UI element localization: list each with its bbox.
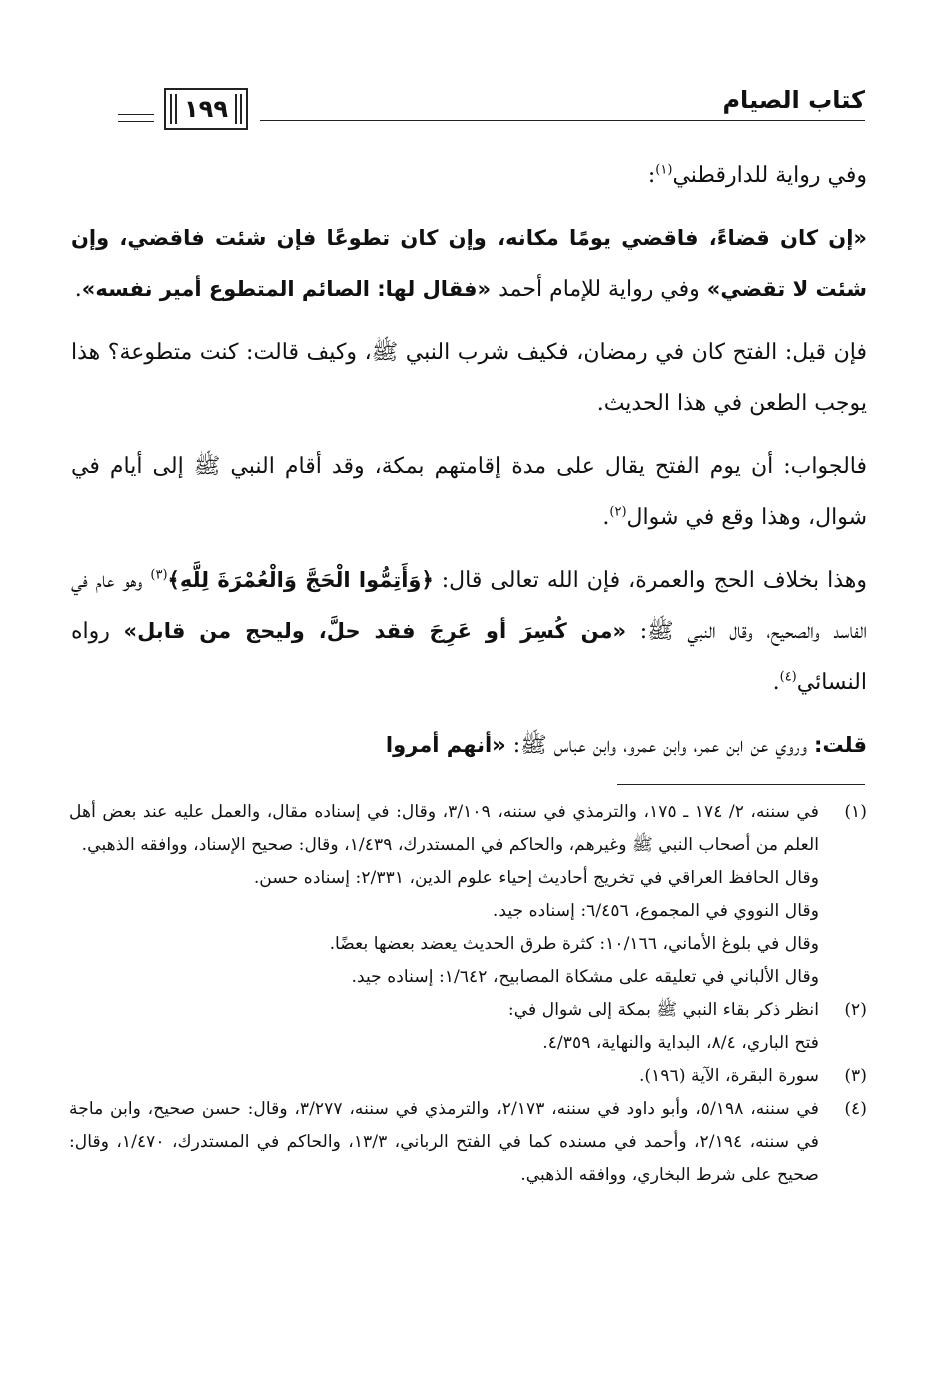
paragraph-text: رواه النسائي — [71, 619, 867, 695]
footnote-line: في سننه، ٥/١٩٨، وأبو داود في سننه، ٢/١٧٣، والترمذي في سننه، ٣/٢٧٧، وقال: حسن صحيح، وابن ماجة في سننه، ٢/١٩٤، وأحمد في مسنده كما في الفتح الرباني، ١٣/٣، والحاكم في المستدرك، ١/٤٧٠، وقال: صحيح على شرط البخاري، ووافقه الذهبي. — [69, 1099, 820, 1185]
footnote-number: (٤) — [844, 1099, 867, 1119]
footnote-line: سورة البقرة، الآية (١٩٦). — [638, 1066, 819, 1086]
header-rule — [260, 120, 865, 121]
punctuation: : — [647, 163, 656, 188]
header-rule-left-bottom — [118, 121, 154, 122]
footnote-line: وقال في بلوغ الأماني، ١٠/١٦٦: كثرة طرق الحديث يعضد بعضها بعضًا. — [329, 934, 819, 954]
footnote — [69, 1060, 867, 1093]
footnote-line: فتح الباري، ٨/٤، البداية والنهاية، ٤/٣٥٩. — [542, 1033, 819, 1053]
footnote-line: وقال الألباني في تعليقه على مشكاة المصابيح، ١/٦٤٢: إسناده جيد. — [351, 967, 819, 987]
main-text — [71, 150, 867, 783]
paragraph-text: وفي رواية للدارقطني — [672, 163, 867, 188]
footnote-line: وقال الحافظ العراقي في تخريج أحاديث إحياء علوم الدين، ٢/٣٣١: إسناده حسن. — [253, 868, 819, 888]
footnote-number: (٣) — [844, 1066, 867, 1086]
punctuation: . — [74, 277, 82, 302]
footnote-line: في سننه، ٢/ ١٧٤ ـ ١٧٥، والترمذي في سننه، ٣/١٠٩، وقال: في إسناده مقال، والعمل عليه عند بعض أهل العلم من أصحاب النبي ﷺ وغيرهم، والحاكم في المستدرك، ١/٤٣٩، وقال: صحيح الإسناد، ووافقه الذهبي. — [69, 802, 819, 855]
page-number: ١٩٩ — [184, 95, 228, 123]
footnote — [69, 1093, 867, 1192]
footnote-separator — [617, 784, 865, 785]
running-title: كتاب الصيام — [722, 86, 865, 114]
quran-verse: ﴿وَأَتِمُّوا الْحَجَّ وَالْعُمْرَةَ لِلَّهِ﴾ — [167, 568, 434, 592]
paragraph — [71, 213, 867, 315]
page-number-frame — [164, 88, 248, 130]
footnote-number: (٢) — [844, 1000, 867, 1020]
footnote-ref: (٤) — [779, 669, 797, 685]
hadith-quote: «إن كان قضاءً، فاقضي يومًا مكانه، وإن كان تطوعًا فإن شئت فاقضي، وإن شئت لا تقضي» — [71, 226, 867, 301]
footnote — [69, 994, 867, 1060]
paragraph-lead: قلت: — [814, 733, 867, 757]
paragraph — [71, 150, 867, 201]
footnote-line: انظر ذكر بقاء النبي ﷺ بمكة إلى شوال في: — [507, 1000, 819, 1020]
footnotes — [69, 796, 867, 1192]
paragraph-text: وهذا بخلاف الحج والعمرة، فإن الله تعالى قال: — [433, 568, 867, 593]
hadith-quote: «أنهم أمروا — [385, 733, 506, 757]
paragraph — [71, 720, 867, 771]
punctuation: . — [602, 505, 610, 530]
punctuation: . — [772, 670, 780, 695]
footnote-line: وقال النووي في المجموع، ٦/٤٥٦: إسناده جيد. — [492, 901, 819, 921]
paragraph-text: وهو عام في الفاسد والصحيح، وقال النبي ﷺ: — [71, 568, 867, 644]
footnote-ref: (١) — [655, 162, 673, 178]
paragraph-text: فالجواب: أن يوم الفتح يقال على مدة إقامتهم بمكة، وقد أقام النبي ﷺ إلى أيام في شوال، وهذا وقع في شوال — [71, 454, 867, 530]
paragraph — [71, 555, 867, 708]
footnote — [69, 796, 867, 994]
page-header — [118, 70, 865, 140]
paragraph-text: وروي عن ابن عمر، وابن عمرو، وابن عباس ﷺ: — [505, 733, 815, 758]
paragraph-text: وفي رواية للإمام أحمد — [491, 277, 707, 302]
header-rule-left-top — [118, 114, 154, 115]
footnote-number: (١) — [844, 802, 867, 822]
paragraph: فإن قيل: الفتح كان في رمضان، فكيف شرب النبي ﷺ، وكيف قالت: كنت متطوعة؟ هذا يوجب الطعن في هذا الحديث. — [71, 340, 867, 416]
hadith-quote: «فقال لها: الصائم المتطوع أمير نفسه» — [81, 277, 492, 301]
footnote-ref: (٢) — [609, 504, 627, 520]
footnote-ref: (٣) — [150, 567, 168, 583]
paragraph — [71, 441, 867, 543]
hadith-quote: «من كُسِرَ أو عَرِجَ فقد حلَّ، وليحج من قابل» — [123, 619, 627, 643]
